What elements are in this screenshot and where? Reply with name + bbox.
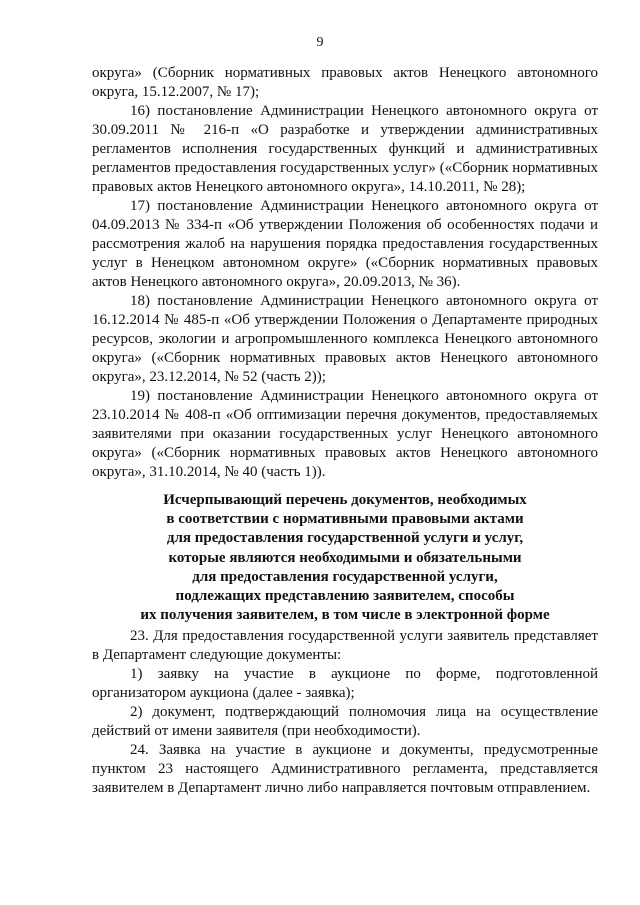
heading-line: Исчерпывающий перечень документов, необходимых bbox=[163, 492, 527, 508]
documents-section bbox=[92, 627, 598, 798]
paragraph-item-17: 17) постановление Администрации Ненецкого автономного округа от 04.09.2013 № 334-п «Об утверждении Положения об особенностях подачи и рассмотрения жалоб на нарушения порядка предоставления государственных услуг в Ненецком автономном округе» («Сборник нормативных правовых актов Ненецкого автономного округа», 20.09.2013, № 36). bbox=[92, 198, 598, 290]
paragraph-item-24: 24. Заявка на участие в аукционе и документы, предусмотренные пунктом 23 настоящего Административного регламента, представляется заявителем в Департамент лично либо направляется почтовым отправлением. bbox=[92, 742, 598, 796]
heading-line: их получения заявителем, в том числе в электронной форме bbox=[140, 607, 550, 624]
paragraph-item-23: 23. Для предоставления государственной услуги заявитель представляет в Департамент следующие документы: bbox=[92, 628, 598, 663]
heading-line: для предоставления государственной услуги, bbox=[192, 568, 498, 585]
paragraph-item-18: 18) постановление Администрации Ненецкого автономного округа от 16.12.2014 № 485-п «Об утверждении Положения о Департаменте природных ресурсов, экологии и агропромышленного комплекса Ненецкого автономного округа» («Сборник нормативных правовых актов Ненецкого автономного округа», 23.12.2014, № 52 (часть 2)); bbox=[92, 293, 598, 385]
heading-line: для предоставления государственной услуги и услуг, bbox=[166, 530, 524, 547]
paragraph-item-16: 16) постановление Администрации Ненецкого автономного округа от 30.09.2011 № 216-п «О разработке и утверждении административных регламентов исполнения государственных функций и административных регламентов предоставления государственных услуг» («Сборник нормативных правовых актов Ненецкого автономного округа», 14.10.2011, № 28); bbox=[92, 103, 598, 195]
paragraph-subitem-1: 1) заявку на участие в аукционе по форме, подготовленной организатором аукциона (далее - заявка); bbox=[92, 666, 598, 701]
heading-line: в соответствии с нормативными правовыми актами bbox=[166, 511, 524, 528]
heading-line: которые являются необходимыми и обязательными bbox=[168, 549, 522, 566]
paragraph-continuation: округа» (Сборник нормативных правовых актов Ненецкого автономного округа, 15.12.2007, № 17); bbox=[92, 65, 598, 100]
heading-line: подлежащих представлению заявителем, способы bbox=[175, 588, 515, 605]
regulations-list bbox=[92, 64, 598, 482]
paragraph-item-19: 19) постановление Администрации Ненецкого автономного округа от 23.10.2014 № 408-п «Об оптимизации перечня документов, предоставляемых заявителями при оказании государственных услуг Ненецкого автономного округа» («Сборник нормативных правовых актов Ненецкого автономного округа», 31.10.2014, № 40 (часть 1)). bbox=[92, 388, 598, 480]
section-heading bbox=[92, 491, 598, 625]
paragraph-subitem-2: 2) документ, подтверждающий полномочия лица на осуществление действий от имени заявителя (при необходимости). bbox=[92, 704, 598, 739]
page-number: 9 bbox=[316, 35, 324, 50]
